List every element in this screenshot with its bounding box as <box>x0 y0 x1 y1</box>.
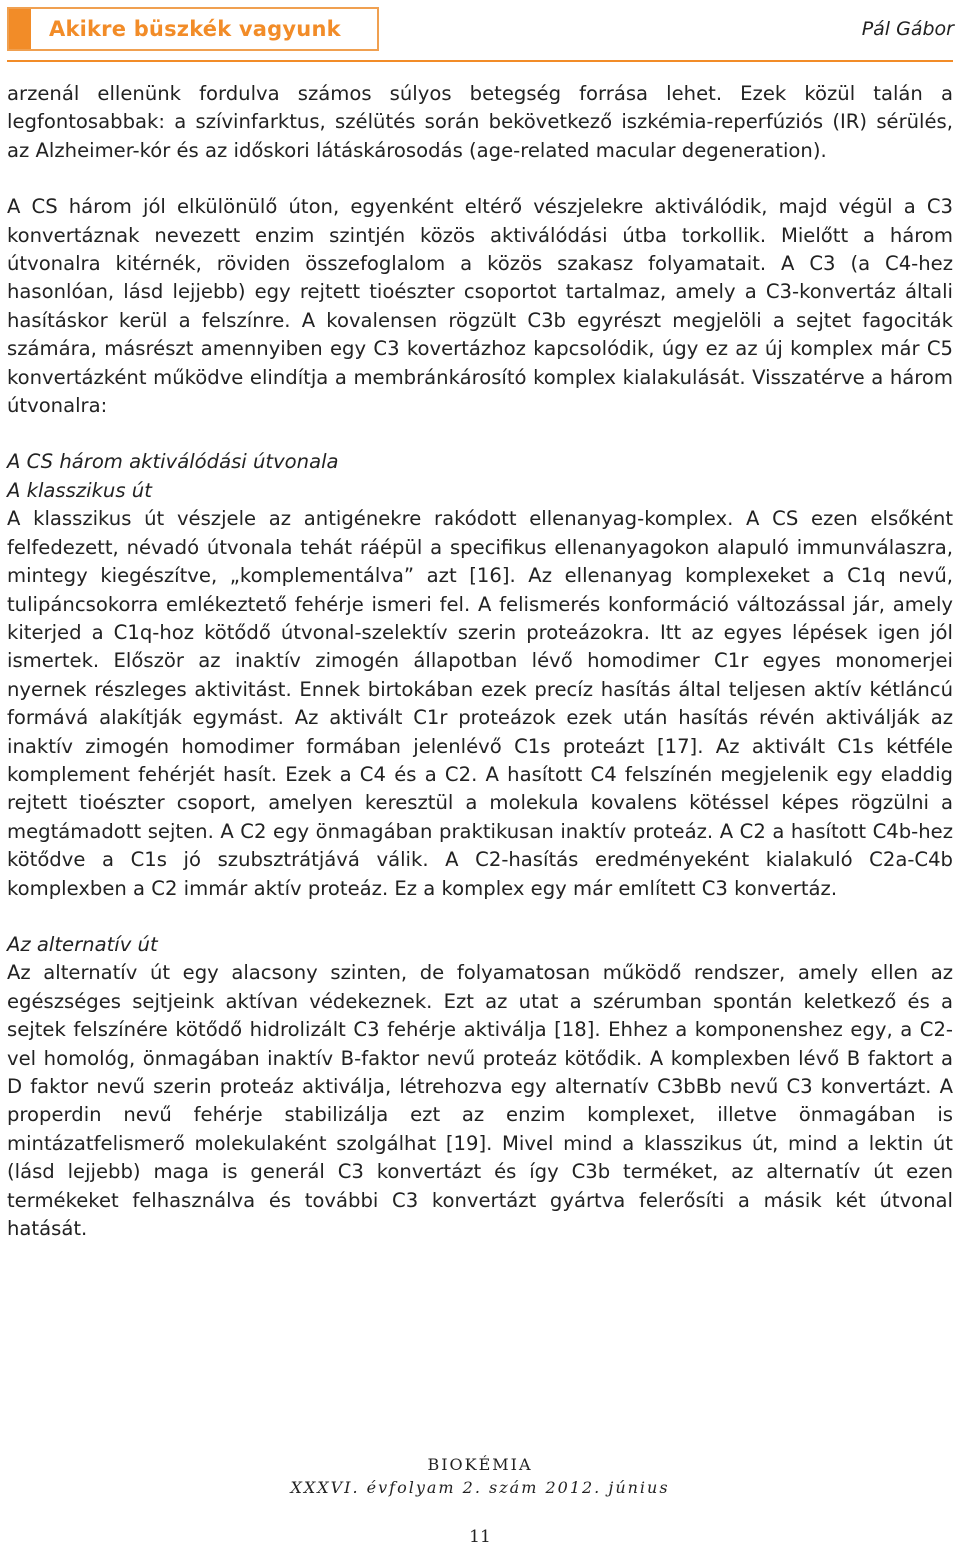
paragraph-gap <box>7 903 953 931</box>
article-body <box>7 80 953 1243</box>
footer-journal-name: BIOKÉMIA <box>427 1455 533 1474</box>
paragraph-common-pathway: A CS három jól elkülönülő úton, egyenként eltérő vészjelekre aktiválódik, majd végül a C3 konvertáznak nevezett enzim szintjén közös aktiválódási útba torkollik. Mielőtt a három útvonalra kitérnék, röviden összefoglalom a közös szakasz folyamatait. A C3 (a C4-hez hasonlóan, lásd lejjebb) egy rejtett tioészter csoportot tartalmaz, amely a C3-konvertáz általi hasításkor kerül a felszínre. A kovalensen rögzült C3b egyrészt megjelöli a sejtet fagociták számára, másrészt amennyiben egy C3 kovertázhoz kapcsolódik, úgy ez az új komplex már C5 konvertázként működve elindítja a membránkárosító komplex kialakulását. Visszatérve a három útvonalra: <box>7 195 953 418</box>
header-divider <box>7 60 953 62</box>
heading-alternative-pathway: Az alternatív út <box>7 932 158 956</box>
paragraph-gap <box>7 420 953 448</box>
paragraph-alternative-pathway: Az alternatív út egy alacsony szinten, de folyamatosan működő rendszer, amely ellen az egészséges sejtjeink aktívan védekeznek. Ezt az utat a szérumban spontán keletkező és a sejtek felszínére kötődő hidrolizált C3 fehérje aktiválja [18]. Ehhez a komponenshez egy, a C2-vel homológ, önmagában inaktív B-faktor nevű proteáz kötődik. A komplexben lévő B faktort a D faktor nevű szerin proteáz aktiválja, létrehozva egy alternatív C3bBb nevű C3 konvertázt. A properdin nevű fehérje stabilizálja ezt az enzim komplexet, illetve önmagában is mintázatfelismerő molekulaként szolgálhat [19]. Mivel mind a klasszikus út, mind a lektin út (lásd lejjebb) maga is generál C3 konvertázt és így C3b terméket, az alternatív út ezen termékeket felhasználva és további C3 konvertázt gyártva felerősíti a másik két útvonal hatását. <box>7 961 953 1241</box>
footer-issue-info: XXXVI. évfolyam 2. szám 2012. június <box>290 1478 670 1497</box>
paragraph-gap <box>7 165 953 193</box>
paragraph-classical-pathway: A klasszikus út vészjele az antigénekre rakódott ellenanyag-komplex. A CS ezen elsőként felfedezett, névadó útvonala tehát ráépül a specifikus ellenanyagokon alapuló immunválaszra, mintegy kiegészítve, „komplementálva” azt [16]. Az ellenanyag komplexeket a C1q nevű, tulipáncsokorra emlékeztető fehérje ismeri fel. A felismerés konformáció változással jár, amely kiterjed a C1q-hoz kötődő útvonal-szelektív szerin proteázokra. Itt az egyes lépések igen jól ismertek. Először az inaktív zimogén állapotban lévő homodimer C1r egyes monomerjei nyernek részleges aktivitást. Ennek birtokában ezek precíz hasítás által teljesen aktív kétláncú formává alakítják egymást. Az aktivált C1r proteázok ezek után hasítás révén aktiválják az inaktív zimogén homodimer formában jelenlévő C1s proteázt [17]. Az aktivált C1s kétféle komplement fehérjét hasít. Ezek a C4 és a C2. A hasított C4 felszínén megjelenik egy eladdig rejtett tioészter csoport, amelyen keresztül a molekula kovalens kötéssel képes rögzülni a megtámadott sejten. A C2 egy önmagában praktikusan inaktív proteáz. A C2 a hasított C4b-hez kötődve a C1s jó szubsztrátjává válik. A C2-hasítás eredményeként kialakuló C2a-C4b komplexben a C2 immár aktív proteáz. Ez a komplex egy már említett C3 konvertáz. <box>7 507 953 900</box>
page-number: 11 <box>469 1527 491 1547</box>
section-title: Akikre büszkék vagyunk <box>49 17 341 41</box>
section-accent-bar <box>9 9 31 49</box>
heading-classical-pathway: A klasszikus út <box>7 478 152 502</box>
heading-activation-pathways: A CS három aktiválódási útvonala <box>7 450 339 474</box>
page-header <box>0 0 960 64</box>
paragraph-intro: arzenál ellenünk fordulva számos súlyos betegség forrása lehet. Ezek közül talán a legfontosabbak: a szívinfarktus, szélütés során bekövetkező iszkémia-reperfúziós (IR) sérülés, az Alzheimer-kór és az időskori látáskárosodás (age-related macular degeneration). <box>7 82 953 162</box>
author-name: Pál Gábor <box>861 18 954 40</box>
section-title-box <box>7 7 379 51</box>
